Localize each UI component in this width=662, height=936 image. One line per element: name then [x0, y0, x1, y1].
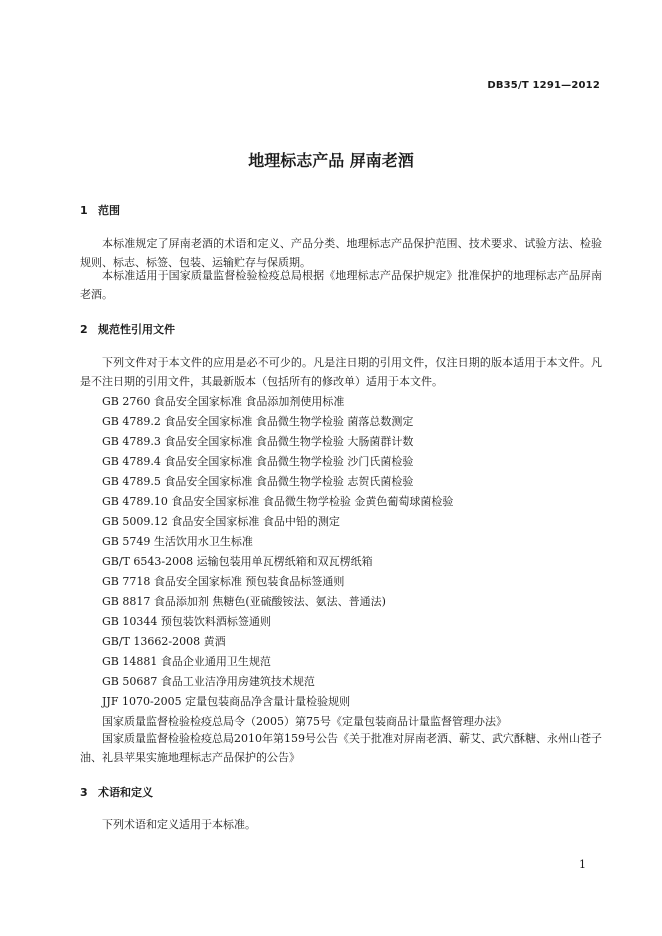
reference-item: GB 4789.5 食品安全国家标准 食品微生物学检验 志贺氏菌检验 [102, 475, 414, 488]
section-title: 术语和定义 [98, 786, 153, 799]
reference-item: GB/T 13662-2008 黄酒 [102, 635, 226, 648]
reference-item: GB 4789.10 食品安全国家标准 食品微生物学检验 金黄色葡萄球菌检验 [102, 495, 454, 508]
section-2-intro: 下列文件对于本文件的应用是必不可少的。凡是注日期的引用文件，仅注日期的版本适用于本文件。凡是不注日期的引用文件，其最新版本（包括所有的修改单）适用于本文件。 [80, 356, 602, 388]
section-number: 2 [80, 323, 88, 336]
reference-item: GB 4789.4 食品安全国家标准 食品微生物学检验 沙门氏菌检验 [102, 455, 414, 468]
reference-item: GB 8817 食品添加剂 焦糖色(亚硫酸铵法、氨法、普通法) [102, 595, 386, 608]
section-2-announcement: 国家质量监督检验检疫总局2010年第159号公告《关于批准对屏南老酒、蕲艾、武穴酥糖、永州山苍子油、礼县苹果实施地理标志产品保护的公告》 [80, 732, 602, 764]
section-1-paragraph-1: 本标准规定了屏南老酒的术语和定义、产品分类、地理标志产品保护范围、技术要求、试验方法、检验规则、标志、标签、包装、运输贮存与保质期。 [80, 237, 602, 269]
reference-item: GB 10344 预包装饮料酒标签通则 [102, 615, 271, 628]
section-3-heading [80, 784, 153, 800]
reference-item: JJF 1070-2005 定量包装商品净含量计量检验规则 [102, 695, 351, 708]
standard-code: DB35/T 1291—2012 [487, 80, 600, 91]
section-3-paragraph-1: 下列术语和定义适用于本标准。 [102, 818, 256, 831]
reference-item: GB 4789.3 食品安全国家标准 食品微生物学检验 大肠菌群计数 [102, 435, 414, 448]
section-number: 3 [80, 786, 88, 799]
section-title: 规范性引用文件 [98, 323, 175, 336]
reference-item: GB 5009.12 食品安全国家标准 食品中铅的测定 [102, 515, 340, 528]
reference-item: GB 50687 食品工业洁净用房建筑技术规范 [102, 675, 315, 688]
section-2-heading [80, 321, 175, 337]
section-title: 范围 [98, 204, 120, 217]
document-title: 地理标志产品 屏南老酒 [248, 151, 414, 170]
reference-item: GB/T 6543-2008 运输包装用单瓦楞纸箱和双瓦楞纸箱 [102, 555, 373, 568]
reference-item: GB 14881 食品企业通用卫生规范 [102, 655, 271, 668]
section-number: 1 [80, 204, 88, 217]
reference-item: GB 7718 食品安全国家标准 预包装食品标签通则 [102, 575, 345, 588]
reference-item: 国家质量监督检验检疫总局令（2005）第75号《定量包装商品计量监督管理办法》 [102, 715, 507, 728]
section-1-paragraph-2: 本标准适用于国家质量监督检验检疫总局根据《地理标志产品保护规定》批准保护的地理标志产品屏南老酒。 [80, 269, 602, 301]
section-1-heading [80, 202, 120, 218]
page-number: 1 [579, 858, 586, 871]
reference-item: GB 4789.2 食品安全国家标准 食品微生物学检验 菌落总数测定 [102, 415, 414, 428]
reference-item: GB 5749 生活饮用水卫生标准 [102, 535, 253, 548]
reference-item: GB 2760 食品安全国家标准 食品添加剂使用标准 [102, 395, 345, 408]
